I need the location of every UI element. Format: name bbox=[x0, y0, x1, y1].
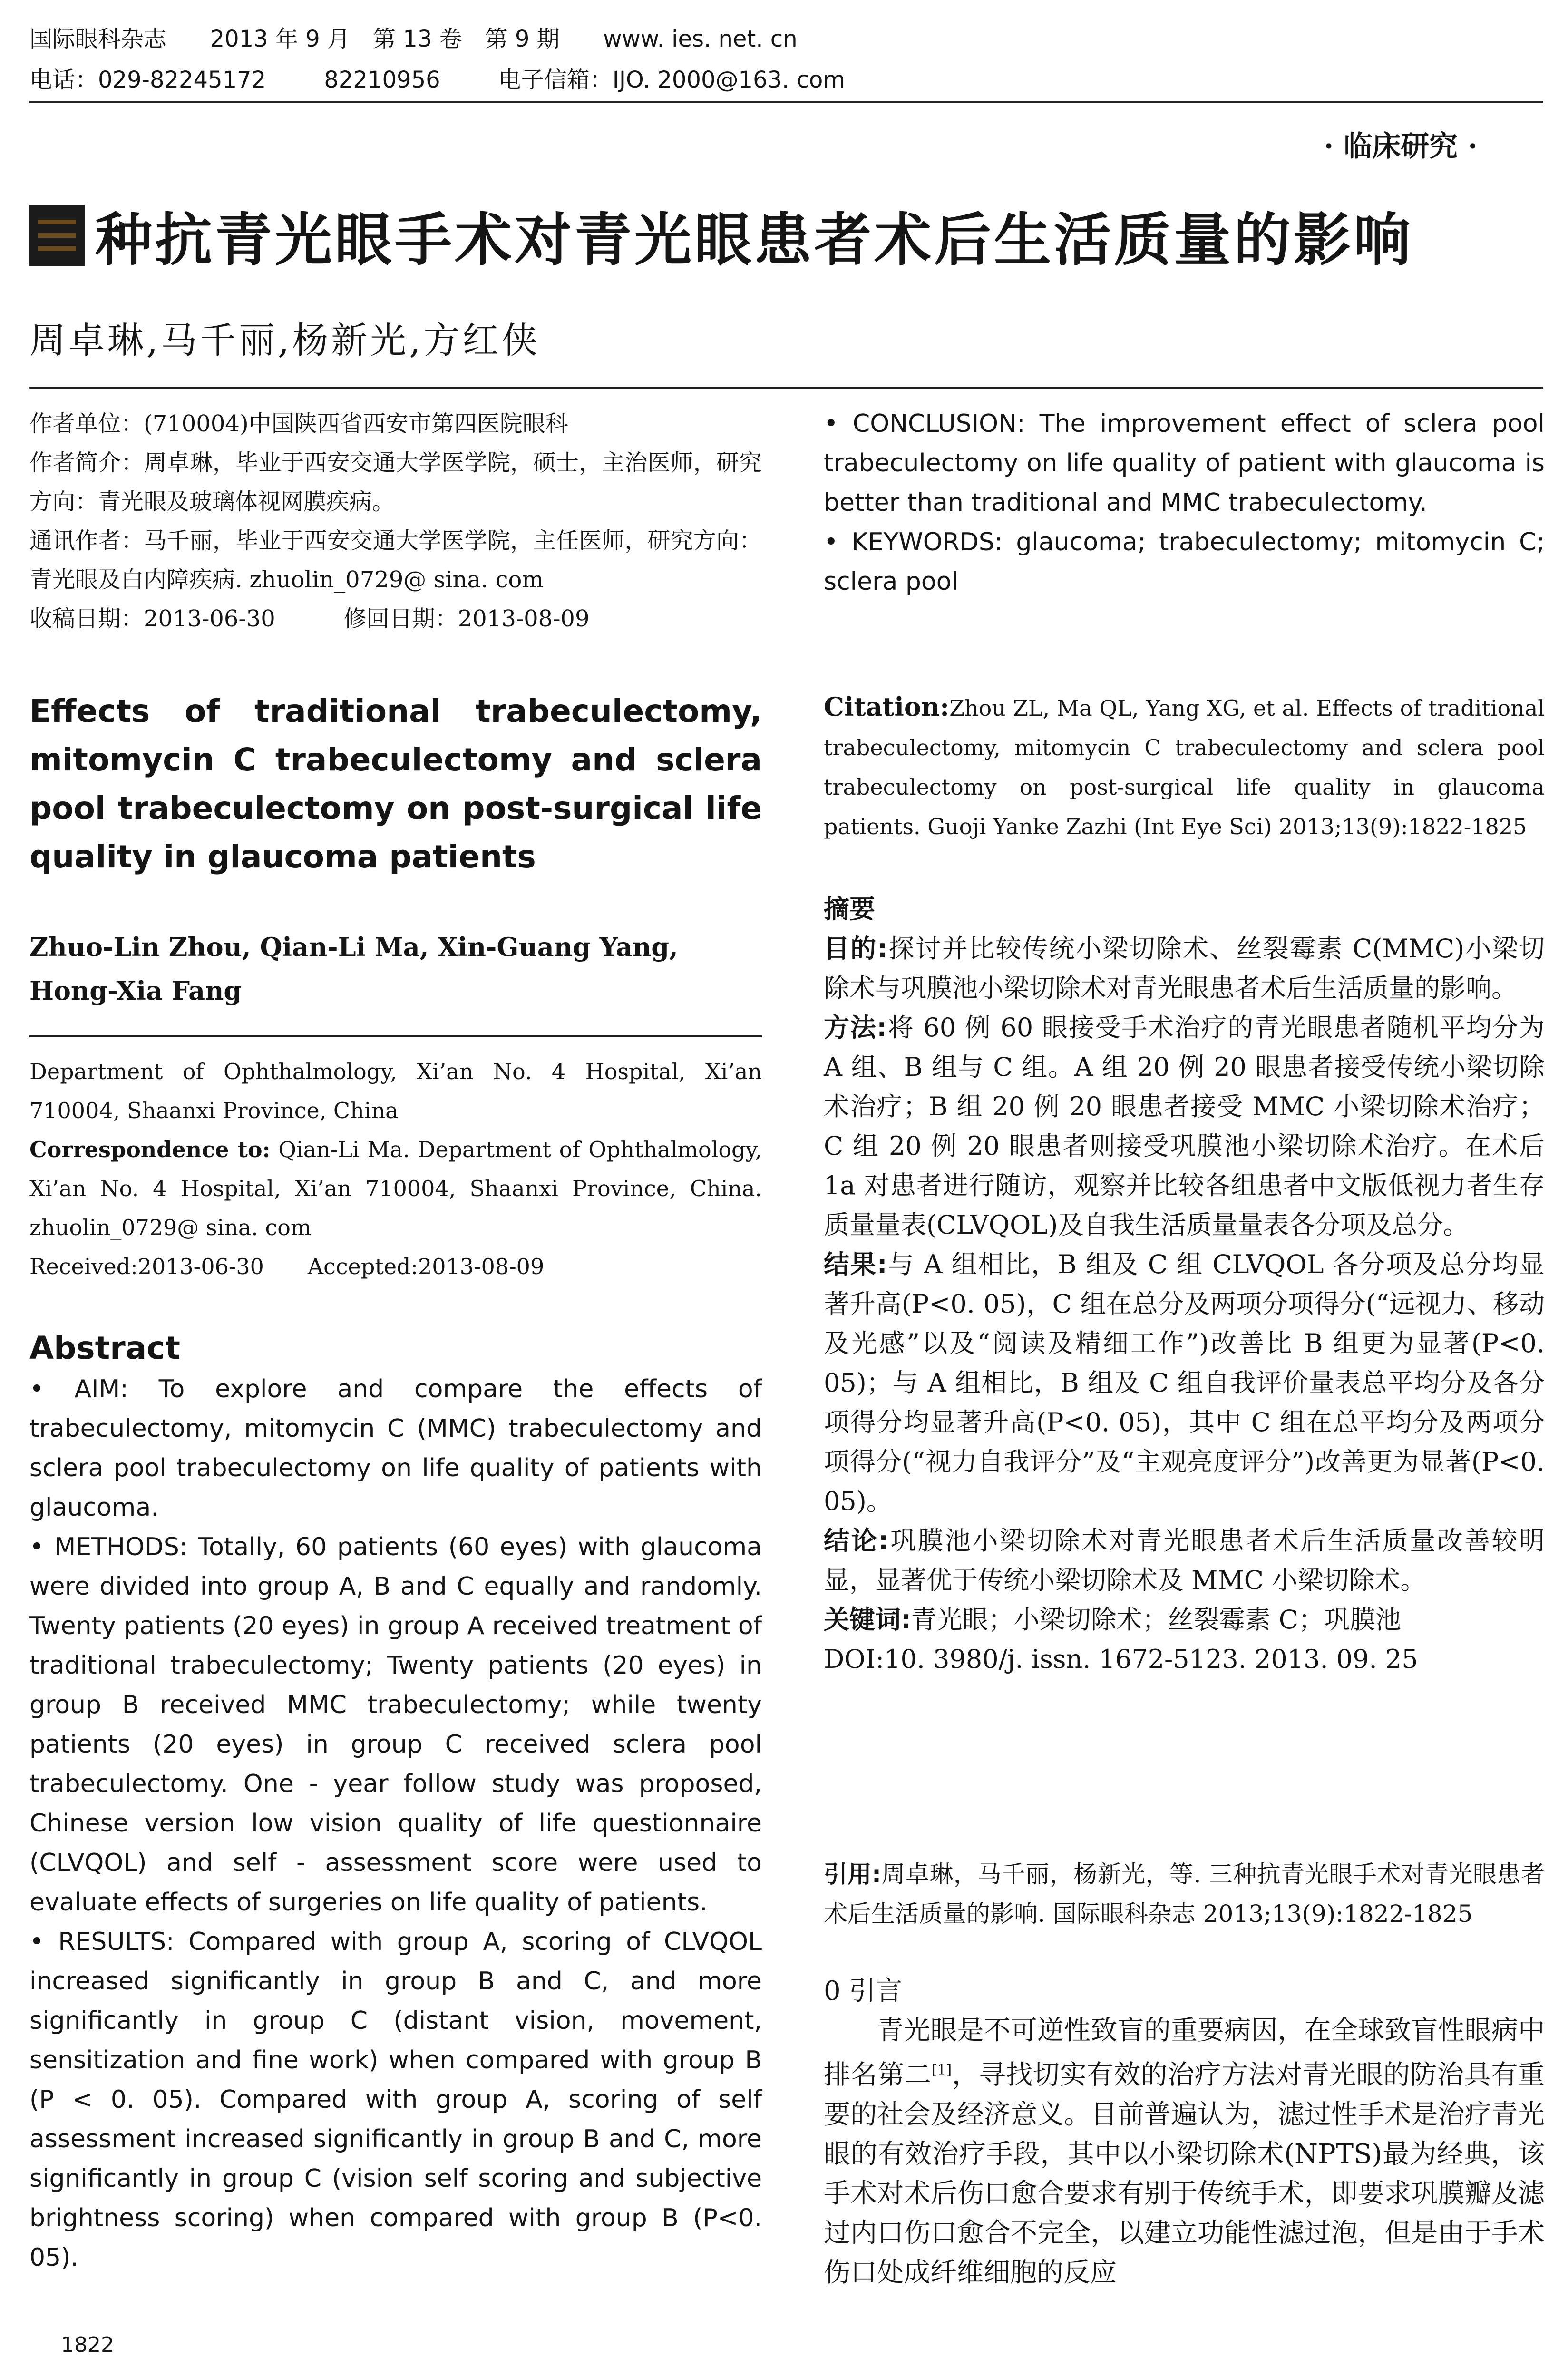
abstract-conclusion: • CONCLUSION: The improvement effect of sclera pool trabeculectomy on life quality of patient with glaucoma is better than traditional and MMC trabeculectomy. bbox=[824, 409, 1545, 517]
citation-en bbox=[824, 687, 1545, 847]
citation-cn-label: 引用: bbox=[824, 1861, 881, 1888]
abstract-results: • RESULTS: Compared with group A, scoring of CLVQOL increased significantly in group B and C, and more significantly in group C (distant vision, movement, sensitization and fine work) when compared with group B (P < 0. 05). Compared with group A, scoring of self assessment increased significantly in group B and C, more significantly in group C (vision self scoring and subjective brightness scoring) when compared with group B (P<0. 05). bbox=[29, 1928, 762, 2272]
cn-doi: DOI:10. 3980/j. issn. 1672-5123. 2013. 09. 25 bbox=[824, 1644, 1418, 1674]
abstract-cn-heading: 摘要 bbox=[824, 894, 875, 924]
info-unit: 作者单位：(710004)中国陕西省西安市第四医院眼科 bbox=[29, 410, 568, 437]
cn-keywords: 青光眼；小梁切除术；丝裂霉素 C；巩膜池 bbox=[911, 1605, 1402, 1635]
authors-rule bbox=[29, 1035, 762, 1037]
journal-site: www. ies. net. cn bbox=[603, 26, 798, 52]
abstract-keywords: • KEYWORDS: glaucoma; trabeculectomy; mitomycin C; sclera pool bbox=[824, 528, 1545, 596]
authors-cn: 周卓琳,马千丽,杨新光,方红侠 bbox=[29, 319, 541, 361]
cn-conclusion-label: 结论: bbox=[824, 1526, 889, 1556]
journal-email: 电子信箱：IJO. 2000@163. com bbox=[498, 67, 846, 93]
intro-text-a: 青光眼是不可逆性致盲的重要病因，在全球致盲性眼病中排名第二 bbox=[824, 2015, 1545, 2091]
title-initial-glyph bbox=[29, 205, 85, 266]
journal-name: 国际眼科杂志 bbox=[29, 26, 167, 52]
abstract-en bbox=[29, 1327, 762, 2278]
journal-issue: 2013 年 9 月 第 13 卷 第 9 期 bbox=[210, 26, 560, 52]
introduction bbox=[824, 1971, 1545, 2292]
title-rule bbox=[29, 387, 1543, 389]
abstract-aim: • AIM: To explore and compare the effects of trabeculectomy, mitomycin C (MMC) trabeculectomy and sclera pool trabeculectomy on life quality of patients with glaucoma. bbox=[29, 1375, 762, 1522]
title-en-block bbox=[29, 687, 762, 881]
cn-aim-label: 目的: bbox=[824, 934, 888, 964]
corr-text: Qian-Li Ma. Department of Ophthalmology, Xi’an No. 4 Hospital, Xi’an 710004, Shaanxi Province, China. zhuolin_0729@ sina. com bbox=[29, 1137, 762, 1240]
citation-label: Citation: bbox=[824, 692, 950, 722]
cn-results-label: 结果: bbox=[824, 1249, 887, 1279]
cn-methods-label: 方法: bbox=[824, 1013, 887, 1042]
citation-cn bbox=[824, 1855, 1545, 1934]
citation-cn-text: 周卓琳，马千丽，杨新光，等. 三种抗青光眼手术对青光眼患者术后生活质量的影响. 国际眼科杂志 2013;13(9):1822-1825 bbox=[824, 1861, 1545, 1928]
citation-text: Zhou ZL, Ma QL, Yang XG, et al. Effects of traditional trabeculectomy, mitomycin C trabeculectomy and sclera pool trabeculectomy on post-surgical life quality in glaucoma patients. Guoji Yanke Zazhi (Int Eye Sci) 2013;13(9):1822-1825 bbox=[824, 695, 1545, 839]
cn-keywords-label: 关键词: bbox=[824, 1605, 911, 1635]
abstract-cn bbox=[824, 889, 1545, 1679]
abstract-heading: Abstract bbox=[29, 1330, 180, 1366]
abstract-en-continued bbox=[824, 404, 1545, 602]
cn-conclusion: 巩膜池小梁切除术对青光眼患者术后生活质量改善较明显，显著优于传统小梁切除术及 MMC 小梁切除术。 bbox=[824, 1526, 1545, 1595]
intro-text-b: ，寻找切实有效的治疗方法对青光眼的防治具有重要的社会及经济意义。目前普遍认为，滤过性手术是治疗青光眼的有效治疗手段，其中以小梁切除术(NPTS)最为经典，该手术对术后伤口愈合要求有别于传统手术，即要求巩膜瓣及滤过内口伤口愈合不完全，以建立功能性滤过泡，但是由于手术伤口处成纤维细胞的反应 bbox=[824, 2059, 1545, 2288]
affil-dates: Received:2013-06-30 Accepted:2013-08-09 bbox=[29, 1254, 545, 1279]
affil-dept: Department of Ophthalmology, Xi’an No. 4 Hospital, Xi’an 710004, Shaanxi Province, China bbox=[29, 1059, 762, 1123]
intro-ref: [1] bbox=[931, 2062, 952, 2078]
authors-en: Zhuo-Lin Zhou, Qian-Li Ma, Xin-Guang Yang, Hong-Xia Fang bbox=[29, 932, 678, 1006]
journal-contact bbox=[29, 66, 845, 94]
corr-label: Correspondence to: bbox=[29, 1137, 271, 1162]
section-label: · 临床研究 · bbox=[1324, 130, 1478, 163]
affiliation-en bbox=[29, 1052, 762, 1286]
header-rule bbox=[29, 101, 1543, 103]
authors-en-block bbox=[29, 925, 762, 1013]
title-cn: 种抗青光眼手术对青光眼患者术后生活质量的影响 bbox=[95, 207, 1413, 273]
page-number: 1822 bbox=[61, 2333, 114, 2357]
paper-title bbox=[29, 200, 1413, 271]
info-dates: 收稿日期：2013-06-30 修回日期：2013-08-09 bbox=[29, 605, 590, 632]
journal-phone2: 82210956 bbox=[324, 67, 440, 93]
title-en: Effects of traditional trabeculectomy, mitomycin C trabeculectomy and sclera pool trabeculectomy on post-surgical life quality in glaucoma patients bbox=[29, 693, 762, 875]
cn-aim: 探讨并比较传统小梁切除术、丝裂霉素 C(MMC)小梁切除术与巩膜池小梁切除术对青光眼患者术后生活质量的影响。 bbox=[824, 934, 1545, 1003]
intro-paragraph bbox=[824, 2011, 1545, 2292]
cn-results: 与 A 组相比，B 组及 C 组 CLVQOL 各分项及总分均显著升高(P<0. 05)，C 组在总分及两项分项得分(“远视力、移动及光感”以及“阅读及精细工作”)改善比 B 组更为显著(P<0. 05)；与 A 组相比，B 组及 C 组自我评价量表总平均分及各分项得分均显著升高(P<0. 05)，其中 C 组在总平均分及两项分项得分(“视力自我评分”及“主观亮度评分”)改善更为显著(P<0. 05)。 bbox=[824, 1249, 1545, 1516]
author-info-cn bbox=[29, 404, 762, 638]
journal-header bbox=[29, 25, 798, 53]
journal-phone: 电话：029-82245172 bbox=[29, 67, 266, 93]
intro-heading: 0 引言 bbox=[824, 1976, 903, 2007]
abstract-methods: • METHODS: Totally, 60 patients (60 eyes) with glaucoma were divided into group A, B and C equally and randomly. Twenty patients (20 eyes) in group A received treatment of traditional trabeculectomy; Twenty patients (20 eyes) in group B received MMC trabeculectomy; while twenty patients (20 eyes) in group C received sclera pool trabeculectomy. One - year follow study was proposed, Chinese version low vision quality of life questionnaire (CLVQOL) and self - assessment score were used to evaluate effects of surgeries on life quality of patients. bbox=[29, 1533, 762, 1917]
info-bio: 作者简介：周卓琳，毕业于西安交通大学医学院，硕士，主治医师，研究方向：青光眼及玻璃体视网膜疾病。 bbox=[29, 449, 762, 515]
info-corr: 通讯作者：马千丽，毕业于西安交通大学医学院，主任医师，研究方向：青光眼及白内障疾病. zhuolin_0729@ sina. com bbox=[29, 527, 762, 593]
cn-methods: 将 60 例 60 眼接受手术治疗的青光眼患者随机平均分为 A 组、B 组与 C 组。A 组 20 例 20 眼患者接受传统小梁切除术治疗；B 组 20 例 20 眼患者接受 MMC 小梁切除术治疗；C 组 20 例 20 眼患者则接受巩膜池小梁切除术治疗。在术后 1a 对患者进行随访，观察并比较各组患者中文版低视力者生存质量量表(CLVQOL)及自我生活质量量表各分项及总分。 bbox=[824, 1013, 1545, 1240]
affil-corr bbox=[29, 1130, 762, 1247]
